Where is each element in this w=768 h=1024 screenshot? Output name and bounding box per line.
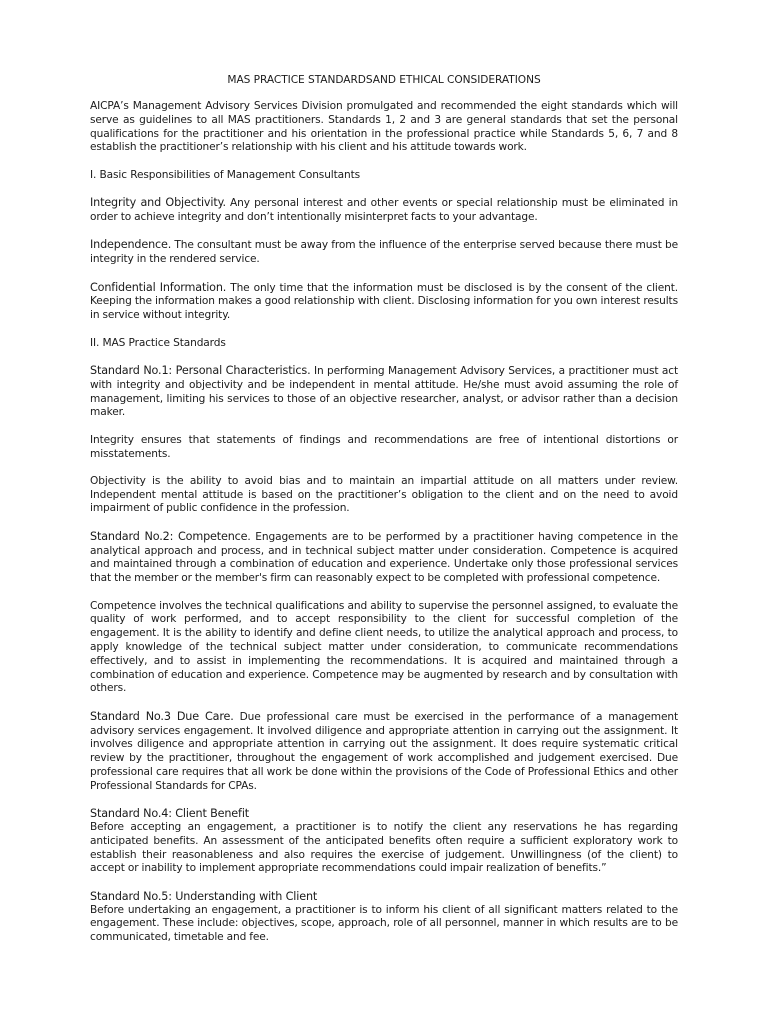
- standard-2-paragraph: [90, 530, 678, 586]
- standard-5-heading: Standard No.5: Understanding with Client: [90, 889, 318, 903]
- confidential-information-lead: Confidential Information.: [90, 280, 227, 294]
- independence-lead: Independence.: [90, 238, 172, 252]
- standard-3-text: Due professional care must be exercised in the performance of a management advisory services engagement. It involved diligence and appropriate attention in carrying out the assignment. It involves diligence and appropriate attention in carrying out the assignment. It does require systematic critical review by the practitioner, throughout the engagement of work accomplished and judgement exercised. Due professional care requires that all work be done within the provisions of the Code of Professional Ethics and other Professional Standards for CPAs.: [90, 710, 678, 792]
- confidential-information-text: The only time that the information must be disclosed is by the consent of the client. Keeping the information makes a good relationship with client. Disclosing information for you own interest results in service without integrity.: [90, 281, 679, 322]
- document-title: MAS PRACTICE STANDARDSAND ETHICAL CONSIDERATIONS: [227, 74, 541, 86]
- standard-4-paragraph: Before accepting an engagement, a practitioner is to notify the client any reservations he has regarding anticipated benefits. An assessment of the anticipated benefits often require a sufficient exploratory work to establish their reasonableness and also requires the exercise of judgement. Unwillingness (of the client) to accept or inability to implement appropriate recommendations could impair realization of benefits.”: [90, 821, 678, 875]
- standard-2-lead: Standard No.2: Competence: [90, 529, 248, 543]
- section-1-heading: I. Basic Responsibilities of Management Consultants: [90, 168, 361, 181]
- standard-5-paragraph: Before undertaking an engagement, a practitioner is to inform his client of all significant matters related to the engagement. These include: objectives, scope, approach, role of all personnel, manner in which results are to be communicated, timetable and fee.: [90, 903, 678, 944]
- standard-1-lead: Standard No.1: Personal Characteristics.: [90, 363, 311, 377]
- standard-2-text: . Engagements are to be performed by a practitioner having competence in the analytical approach and process, and in technical subject matter under consideration. Competence is acquired and maintained through a combination of education and experience. Undertake only those professional services that the member or the member's firm can reasonably expect to be completed with professional competence.: [90, 530, 678, 585]
- competence-paragraph: Competence involves the technical qualifications and ability to supervise the personnel assigned, to evaluate the quality of work performed, and to accept responsibility to the client for successful completion of the engagement. It is the ability to identify and define client needs, to utilize the analytical approach and process, to apply knowledge of the technical subject matter under consideration, to communicate recommendations effectively, and to assist in implementing the recommendations. It is acquired and maintained through a combination of education and experience. Competence may be augmented by research and by consultation with others.: [90, 599, 678, 695]
- objectivity-paragraph: Objectivity is the ability to avoid bias and to maintain an impartial attitude on all matters under review. Independent mental attitude is based on the practitioner’s obligation to the client and on the need to avoid impairment of public confidence in the profession.: [90, 474, 678, 515]
- independence-text: The consultant must be away from the influence of the enterprise served because there must be integrity in the rendered service.: [90, 239, 678, 266]
- standard-1-paragraph: [90, 364, 678, 420]
- standard-3-paragraph: [90, 710, 678, 794]
- integrity-objectivity-lead: Integrity and Objectivity.: [90, 196, 226, 210]
- integrity-paragraph: Integrity ensures that statements of findings and recommendations are free of intentional distortions or misstatements.: [90, 433, 678, 460]
- confidential-information-paragraph: [90, 281, 678, 323]
- standard-3-lead: Standard No.3 Due Care.: [90, 709, 234, 723]
- intro-paragraph: AICPA’s Management Advisory Services Division promulgated and recommended the eight standards which will serve as guidelines to all MAS practitioners. Standards 1, 2 and 3 are general standards that set the personal qualifications for the practitioner and his orientation in the professional practice while Standards 5, 6, 7 and 8 establish the practitioner’s relationship with his client and his attitude towards work.: [90, 100, 678, 154]
- standard-1-text: In performing Management Advisory Services, a practitioner must act with integrity and objectivity and be independent in mental attitude. He/she must avoid assuming the role of management, limiting his services to those of an objective researcher, analyst, or advisor rather than a decision maker.: [90, 364, 679, 419]
- independence-paragraph: [90, 238, 678, 267]
- section-2-heading: II. MAS Practice Standards: [90, 336, 226, 349]
- integrity-objectivity-paragraph: [90, 196, 678, 225]
- document-page: [90, 73, 678, 945]
- integrity-objectivity-text: Any personal interest and other events or special relationship must be eliminated in order to achieve integrity and don’t intentionally misinterpret facts to your advantage.: [90, 197, 679, 223]
- standard-4-heading: Standard No.4: Client Benefit: [90, 807, 250, 821]
